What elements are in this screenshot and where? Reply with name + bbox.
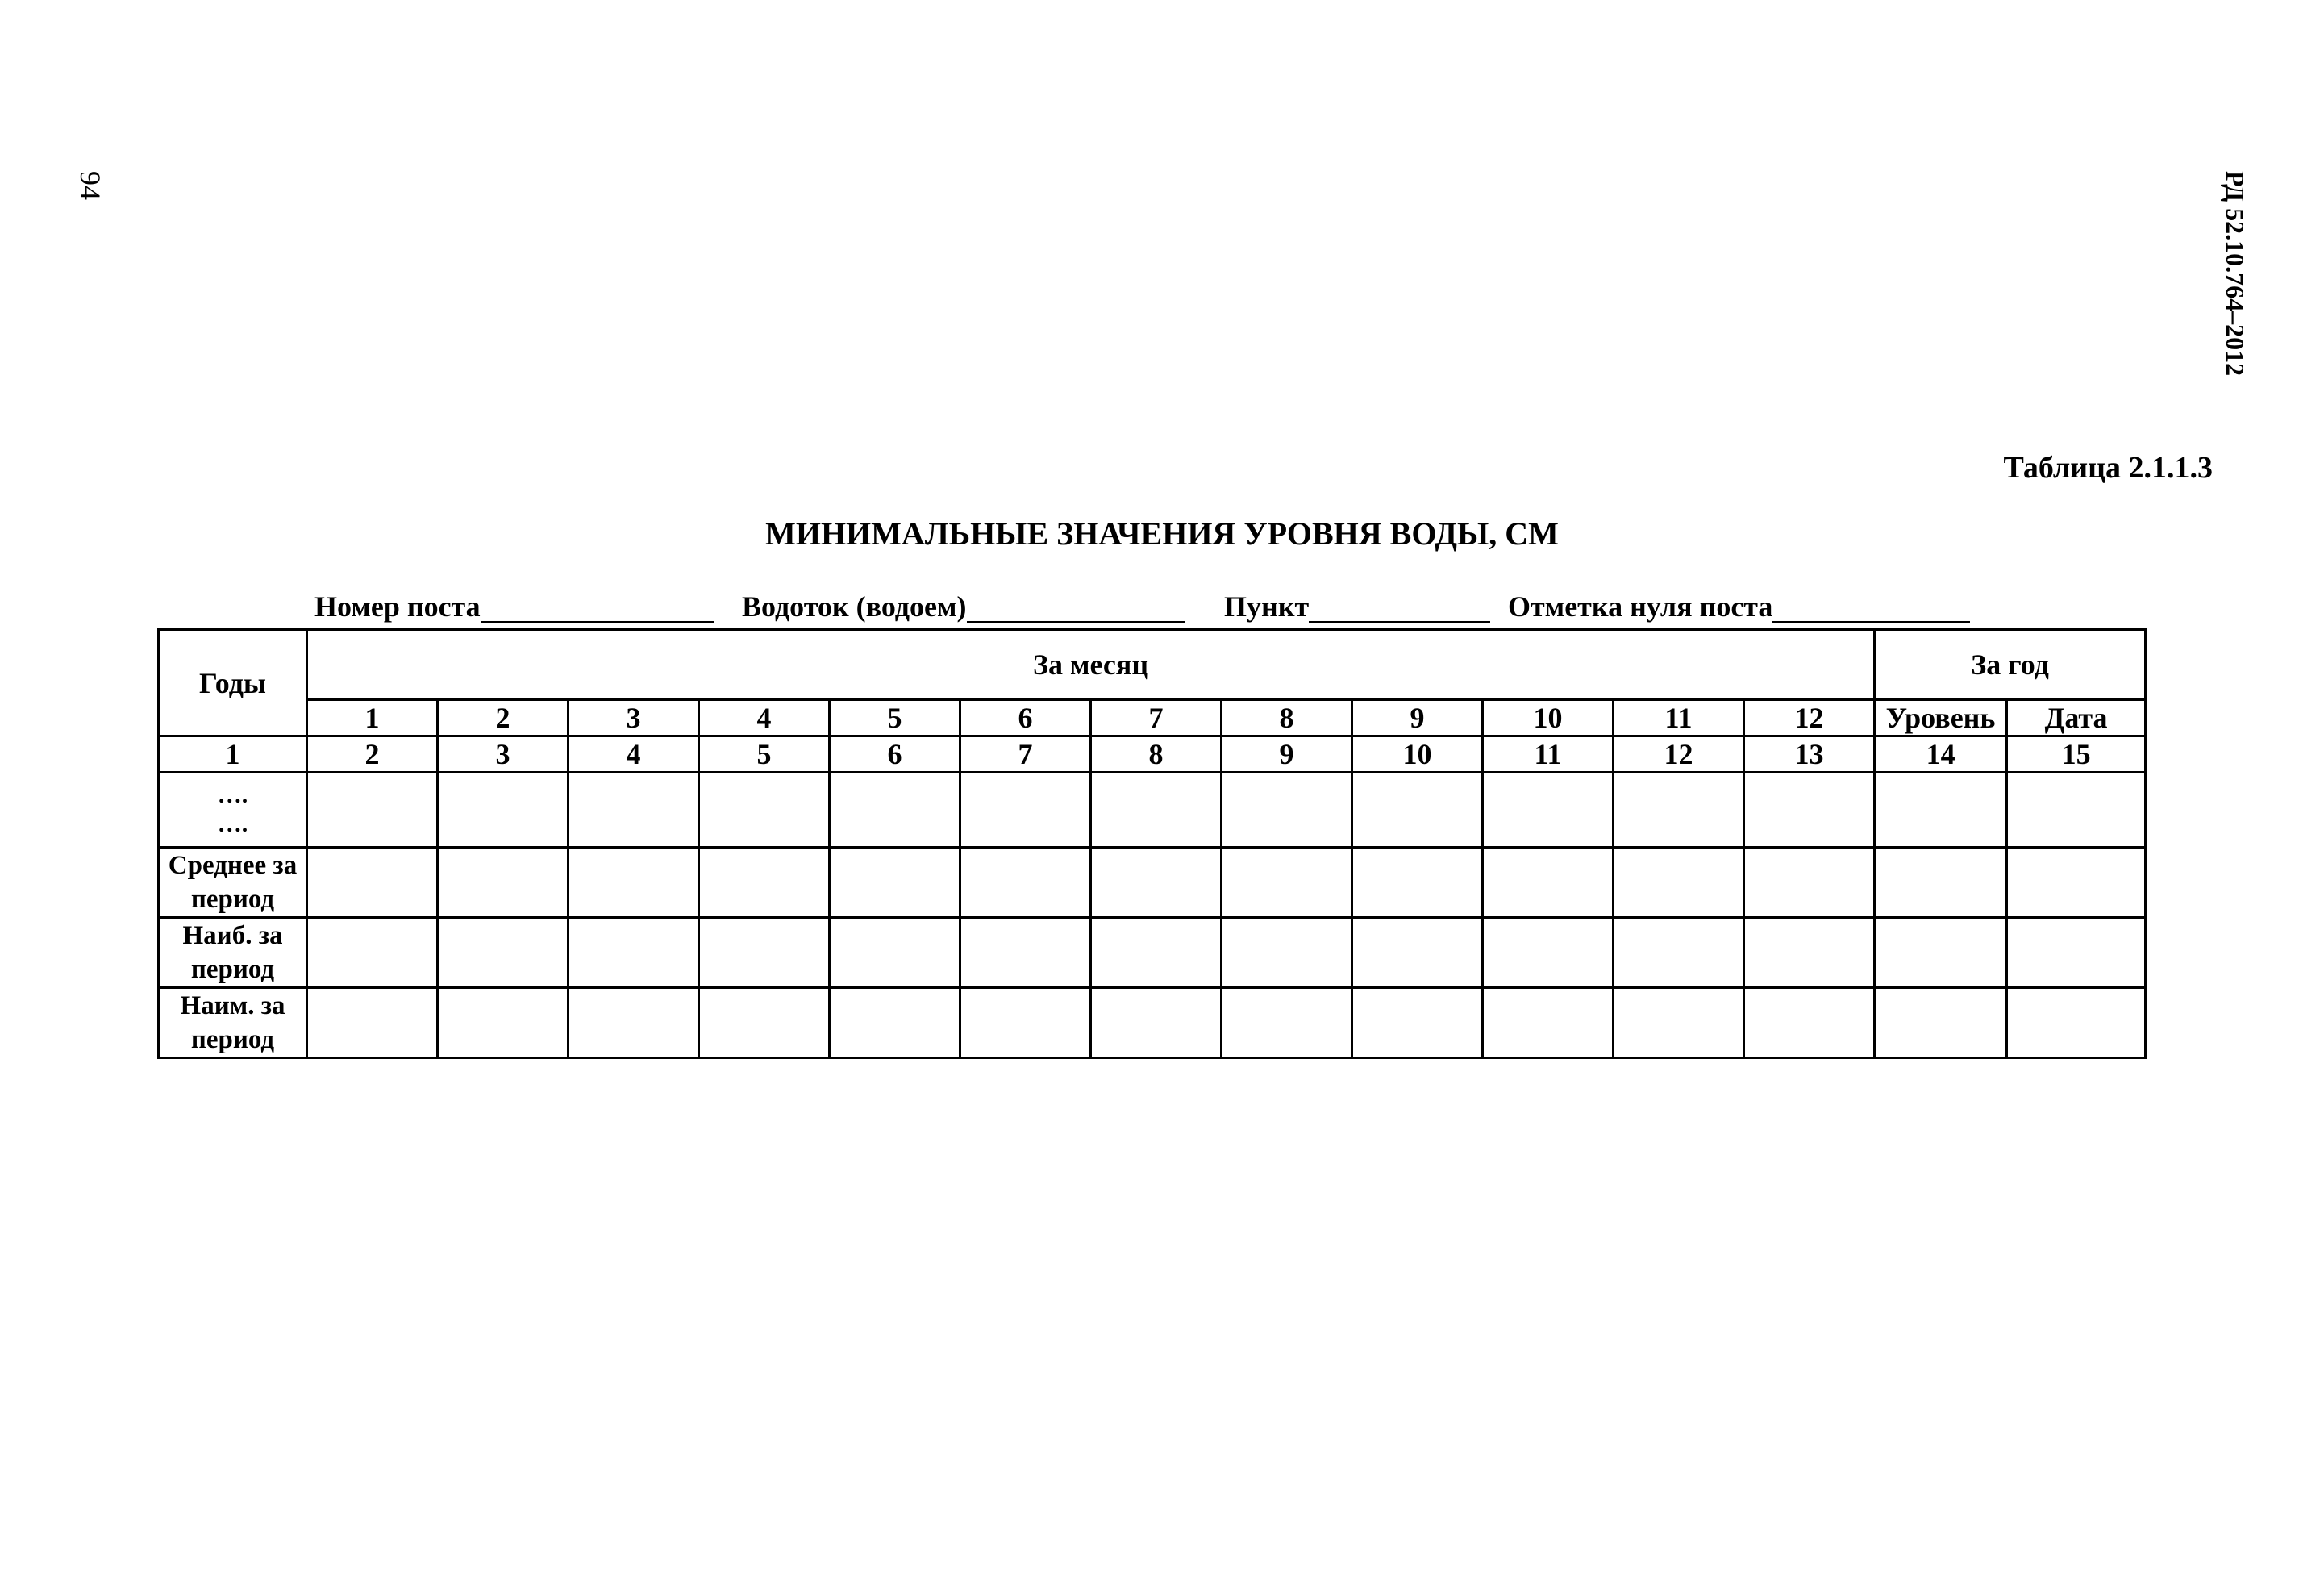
month-header: За месяц [307, 630, 1875, 700]
empty-cell [438, 773, 569, 848]
empty-cell [569, 918, 699, 988]
header-row [159, 630, 2146, 700]
column-number: 3 [438, 736, 569, 773]
empty-cell [830, 988, 960, 1058]
month-7-header: 7 [1091, 700, 1222, 736]
empty-cell [1614, 848, 1744, 918]
field-post-number-label: Номер поста [314, 590, 481, 623]
row-label-min [159, 988, 307, 1058]
empty-cell [1614, 773, 1744, 848]
table-row-max [159, 918, 2146, 988]
level-header: Уровень [1875, 700, 2007, 736]
empty-cell [1352, 918, 1483, 988]
month-11-header: 11 [1614, 700, 1744, 736]
row-label-mean [159, 848, 307, 918]
column-number: 11 [1483, 736, 1614, 773]
month-12-header: 12 [1744, 700, 1875, 736]
empty-cell [1744, 988, 1875, 1058]
empty-cell [2007, 773, 2146, 848]
row-label-line: Наим. за [180, 991, 285, 1020]
empty-cell [960, 848, 1091, 918]
column-number: 7 [960, 736, 1091, 773]
column-number: 5 [699, 736, 830, 773]
empty-cell [960, 918, 1091, 988]
empty-cell [569, 988, 699, 1058]
years-header: Годы [159, 630, 307, 736]
year-header: За год [1875, 630, 2146, 700]
empty-cell [1091, 773, 1222, 848]
column-number: 14 [1875, 736, 2007, 773]
month-2-header: 2 [438, 700, 569, 736]
field-post-number-line [481, 590, 714, 623]
column-number: 6 [830, 736, 960, 773]
empty-cell [1614, 918, 1744, 988]
row-label-max [159, 918, 307, 988]
empty-cell [307, 773, 438, 848]
table-row-min [159, 988, 2146, 1058]
empty-cell [1222, 988, 1352, 1058]
row-label-line: период [190, 885, 275, 914]
row-label-line: Среднее за [168, 851, 298, 880]
column-number-row [159, 736, 2146, 773]
empty-cell [830, 848, 960, 918]
table-row-years [159, 773, 2146, 848]
empty-cell [2007, 848, 2146, 918]
empty-cell [307, 918, 438, 988]
empty-cell [1875, 918, 2007, 988]
field-zero-mark-label: Отметка нуля поста [1508, 590, 1773, 623]
column-number: 4 [569, 736, 699, 773]
empty-cell [307, 988, 438, 1058]
form-fields [0, 590, 2324, 628]
date-header: Дата [2007, 700, 2146, 736]
empty-cell [830, 773, 960, 848]
empty-cell [1352, 988, 1483, 1058]
empty-cell [1091, 988, 1222, 1058]
empty-cell [1222, 848, 1352, 918]
row-label-line: Наиб. за [182, 921, 283, 950]
empty-cell [699, 988, 830, 1058]
row-label-line: период [190, 1025, 275, 1054]
table-title: МИНИМАЛЬНЫЕ ЗНАЧЕНИЯ УРОВНЯ ВОДЫ, СМ [765, 515, 1559, 552]
empty-cell [1352, 848, 1483, 918]
empty-cell [960, 773, 1091, 848]
empty-cell [1744, 918, 1875, 988]
column-number: 12 [1614, 736, 1744, 773]
field-watercourse [742, 590, 1185, 623]
dots-line: …. [217, 782, 248, 808]
empty-cell [438, 918, 569, 988]
empty-cell [1091, 918, 1222, 988]
field-watercourse-line [967, 590, 1185, 623]
empty-cell [569, 773, 699, 848]
empty-cell [699, 918, 830, 988]
table-row-mean [159, 848, 2146, 918]
field-post-number [314, 590, 714, 623]
empty-cell [438, 988, 569, 1058]
table-number: Таблица 2.1.1.3 [2003, 451, 2213, 485]
column-number: 13 [1744, 736, 1875, 773]
years-placeholder-cell [159, 773, 307, 848]
empty-cell [699, 848, 830, 918]
field-zero-mark [1508, 590, 1970, 623]
empty-cell [1875, 773, 2007, 848]
empty-cell [569, 848, 699, 918]
empty-cell [1614, 988, 1744, 1058]
field-point-label: Пункт [1224, 590, 1310, 623]
column-number: 2 [307, 736, 438, 773]
empty-cell [1483, 848, 1614, 918]
empty-cell [1222, 773, 1352, 848]
month-3-header: 3 [569, 700, 699, 736]
month-9-header: 9 [1352, 700, 1483, 736]
row-label-line: период [190, 955, 275, 984]
field-point [1224, 590, 1490, 623]
empty-cell [1483, 918, 1614, 988]
column-number: 8 [1091, 736, 1222, 773]
water-level-table [157, 628, 2147, 1059]
empty-cell [830, 918, 960, 988]
document-code: РД 52.10.764–2012 [2221, 171, 2250, 377]
dots-line: …. [217, 811, 248, 837]
field-point-line [1309, 590, 1490, 623]
empty-cell [960, 988, 1091, 1058]
empty-cell [1744, 848, 1875, 918]
month-1-header: 1 [307, 700, 438, 736]
column-number: 9 [1222, 736, 1352, 773]
month-4-header: 4 [699, 700, 830, 736]
month-10-header: 10 [1483, 700, 1614, 736]
empty-cell [1352, 773, 1483, 848]
empty-cell [307, 848, 438, 918]
empty-cell [1483, 988, 1614, 1058]
empty-cell [1091, 848, 1222, 918]
empty-cell [438, 848, 569, 918]
month-6-header: 6 [960, 700, 1091, 736]
empty-cell [1483, 773, 1614, 848]
empty-cell [1744, 773, 1875, 848]
month-8-header: 8 [1222, 700, 1352, 736]
empty-cell [2007, 988, 2146, 1058]
field-zero-mark-line [1772, 590, 1970, 623]
column-number: 15 [2007, 736, 2146, 773]
column-number: 10 [1352, 736, 1483, 773]
subheader-row [159, 700, 2146, 736]
empty-cell [1875, 848, 2007, 918]
field-watercourse-label: Водоток (водоем) [742, 590, 967, 623]
empty-cell [1222, 918, 1352, 988]
empty-cell [699, 773, 830, 848]
empty-cell [2007, 918, 2146, 988]
column-number: 1 [159, 736, 307, 773]
month-5-header: 5 [830, 700, 960, 736]
page-number: 94 [74, 171, 106, 200]
empty-cell [1875, 988, 2007, 1058]
